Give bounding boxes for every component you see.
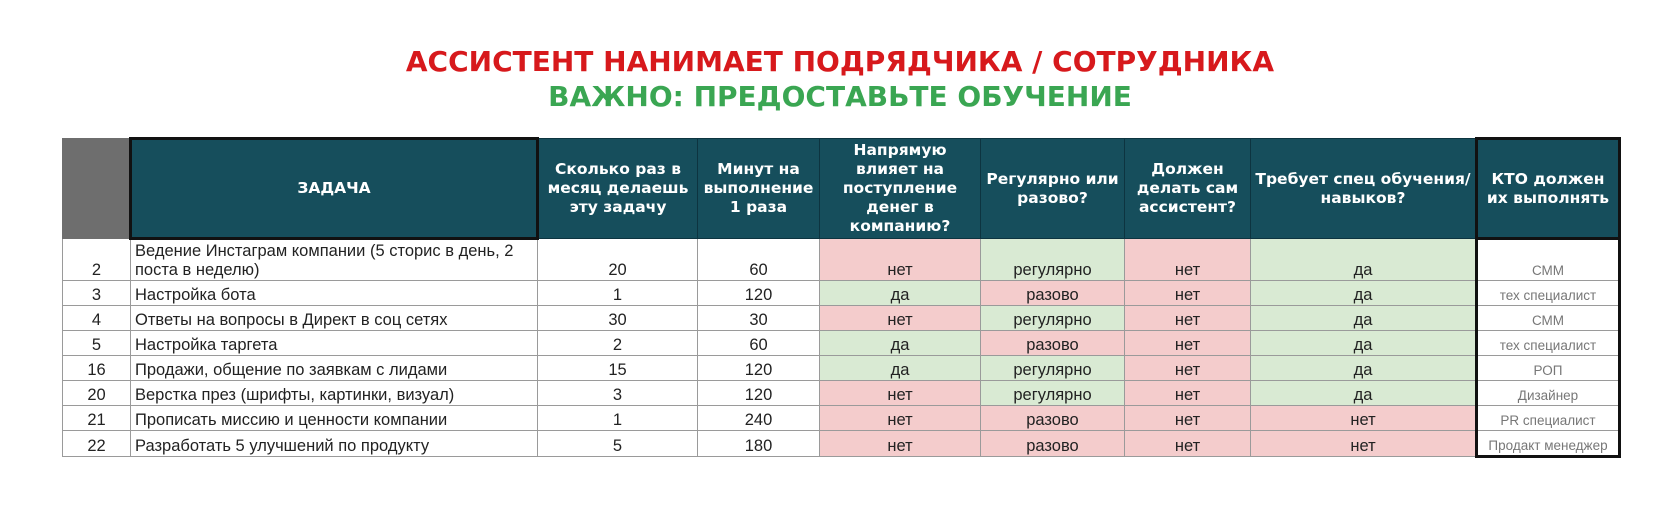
header-training: Требует спец обучения/ навыков?	[1251, 139, 1477, 239]
cell-regular: регулярно	[981, 239, 1125, 281]
header-who: КТО должен их выполнять	[1477, 139, 1620, 239]
cell-self: нет	[1125, 381, 1251, 406]
row-number: 4	[63, 306, 131, 331]
table-header-row	[63, 139, 1620, 239]
cell-minutes: 180	[698, 431, 820, 457]
cell-regular: разово	[981, 331, 1125, 356]
row-number: 22	[63, 431, 131, 457]
row-number: 2	[63, 239, 131, 281]
cell-direct: нет	[820, 406, 981, 431]
cell-times: 15	[538, 356, 698, 381]
cell-training: нет	[1251, 431, 1477, 457]
cell-self: нет	[1125, 306, 1251, 331]
header-direct: Напрямую влияет на поступление денег в компанию?	[820, 139, 981, 239]
task-cell: Разработать 5 улучшений по продукту	[131, 431, 538, 457]
table-row	[63, 281, 1620, 306]
task-cell: Настройка бота	[131, 281, 538, 306]
row-number: 16	[63, 356, 131, 381]
cell-training: да	[1251, 306, 1477, 331]
cell-direct: нет	[820, 306, 981, 331]
header-task: ЗАДАЧА	[131, 139, 538, 239]
header-times: Сколько раз в месяц делаешь эту задачу	[538, 139, 698, 239]
task-cell: Ответы на вопросы в Директ в соц сетях	[131, 306, 538, 331]
task-cell: Прописать миссию и ценности компании	[131, 406, 538, 431]
cell-training: да	[1251, 239, 1477, 281]
cell-direct: нет	[820, 239, 981, 281]
table-row	[63, 406, 1620, 431]
table-row	[63, 306, 1620, 331]
header-regular: Регулярно или разово?	[981, 139, 1125, 239]
cell-training: нет	[1251, 406, 1477, 431]
who-cell: Дизайнер	[1477, 381, 1620, 406]
cell-direct: нет	[820, 381, 981, 406]
cell-regular: регулярно	[981, 306, 1125, 331]
task-cell: Настройка таргета	[131, 331, 538, 356]
cell-times: 5	[538, 431, 698, 457]
cell-training: да	[1251, 331, 1477, 356]
tasks-table	[62, 137, 1621, 458]
cell-minutes: 30	[698, 306, 820, 331]
cell-self: нет	[1125, 331, 1251, 356]
cell-times: 2	[538, 331, 698, 356]
row-number: 21	[63, 406, 131, 431]
cell-times: 1	[538, 406, 698, 431]
cell-minutes: 120	[698, 381, 820, 406]
cell-direct: да	[820, 356, 981, 381]
row-number: 3	[63, 281, 131, 306]
task-cell: Продажи, общение по заявкам с лидами	[131, 356, 538, 381]
table-row	[63, 331, 1620, 356]
table-row	[63, 381, 1620, 406]
row-number: 20	[63, 381, 131, 406]
who-cell: тех специалист	[1477, 281, 1620, 306]
page-title: АССИСТЕНТ НАНИМАЕТ ПОДРЯДЧИКА / СОТРУДНИКА	[405, 45, 1275, 78]
task-cell: Ведение Инстаграм компании (5 сторис в день, 2 поста в неделю)	[131, 239, 538, 281]
cell-self: нет	[1125, 281, 1251, 306]
cell-times: 1	[538, 281, 698, 306]
page-subtitle: ВАЖНО: ПРЕДОСТАВЬТЕ ОБУЧЕНИЕ	[548, 80, 1132, 113]
cell-minutes: 120	[698, 356, 820, 381]
header-corner	[63, 139, 131, 239]
cell-direct: да	[820, 331, 981, 356]
task-cell: Верстка през (шрифты, картинки, визуал)	[131, 381, 538, 406]
who-cell: PR специалист	[1477, 406, 1620, 431]
table-row	[63, 356, 1620, 381]
cell-self: нет	[1125, 356, 1251, 381]
cell-self: нет	[1125, 431, 1251, 457]
row-number: 5	[63, 331, 131, 356]
cell-minutes: 120	[698, 281, 820, 306]
cell-self: нет	[1125, 239, 1251, 281]
who-cell: РОП	[1477, 356, 1620, 381]
table-row	[63, 431, 1620, 457]
who-cell: тех специалист	[1477, 331, 1620, 356]
cell-training: да	[1251, 381, 1477, 406]
cell-minutes: 60	[698, 239, 820, 281]
cell-regular: разово	[981, 406, 1125, 431]
cell-times: 3	[538, 381, 698, 406]
who-cell: СММ	[1477, 306, 1620, 331]
cell-regular: разово	[981, 281, 1125, 306]
table-row	[63, 239, 1620, 281]
cell-regular: регулярно	[981, 381, 1125, 406]
cell-self: нет	[1125, 406, 1251, 431]
cell-training: да	[1251, 281, 1477, 306]
cell-training: да	[1251, 356, 1477, 381]
header-minutes: Минут на выполнение 1 раза	[698, 139, 820, 239]
cell-times: 20	[538, 239, 698, 281]
who-cell: Продакт менеджер	[1477, 431, 1620, 457]
header-self: Должен делать сам ассистент?	[1125, 139, 1251, 239]
who-cell: СММ	[1477, 239, 1620, 281]
cell-minutes: 60	[698, 331, 820, 356]
cell-times: 30	[538, 306, 698, 331]
cell-direct: нет	[820, 431, 981, 457]
cell-minutes: 240	[698, 406, 820, 431]
cell-regular: регулярно	[981, 356, 1125, 381]
cell-direct: да	[820, 281, 981, 306]
cell-regular: разово	[981, 431, 1125, 457]
